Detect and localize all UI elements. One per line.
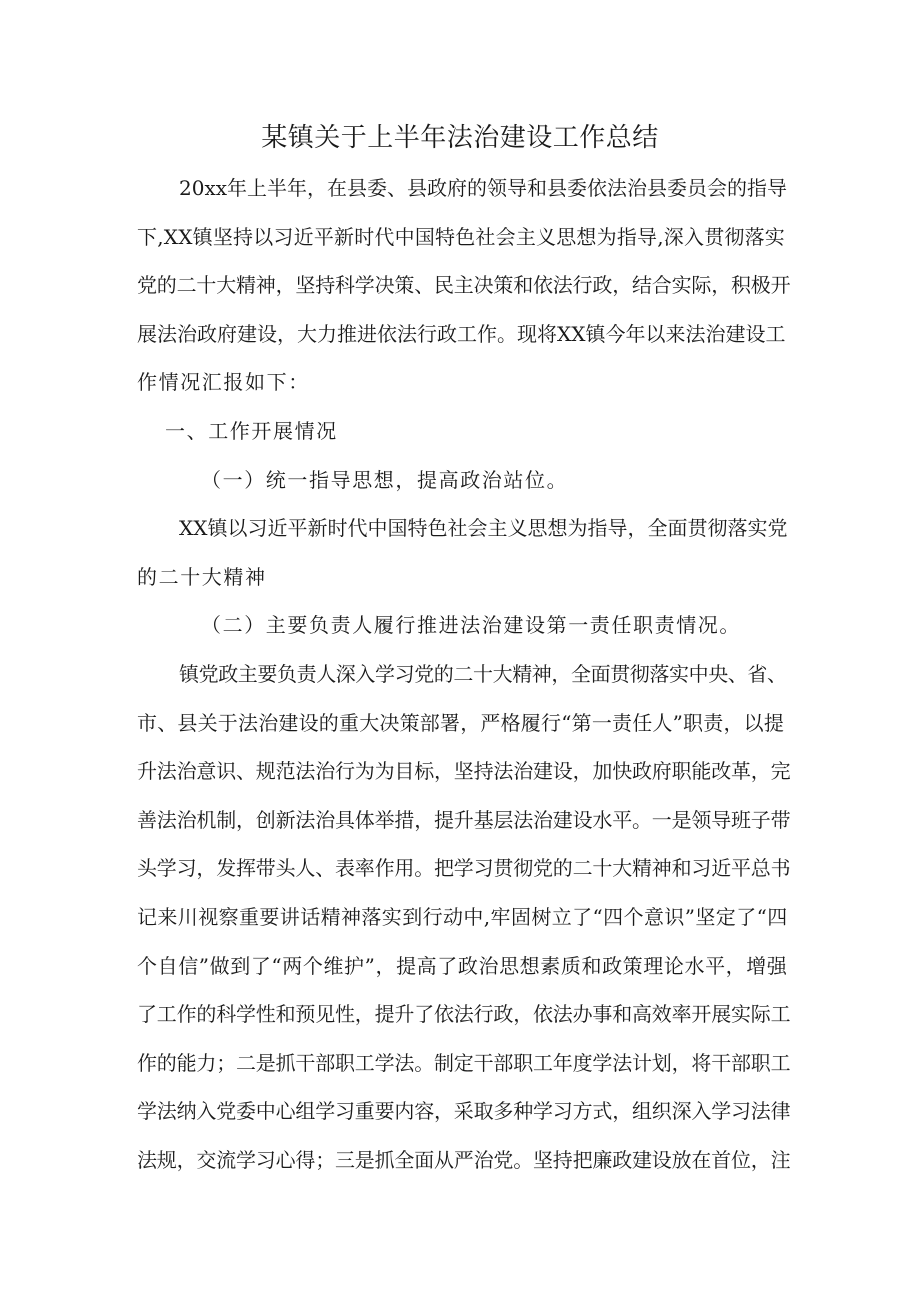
paragraph-line: 展法治政府建设，大力推进依法行政工作。现将XX镇今年以来法治建设工 — [137, 321, 786, 346]
paragraph-line: 镇党政主要负责人深入学习党的二十大精神，全面贯彻落实中央、省、 — [179, 661, 787, 686]
paragraph-line: 学法纳入党委中心组学习重要内容，采取多种学习方式，组织深入学习法律 — [137, 1099, 791, 1124]
paragraph-line: 升法治意识、规范法治行为为目标，坚持法治建设，加快政府职能改革，完 — [137, 759, 791, 784]
paragraph-line: XX镇以习近平新时代中国特色社会主义思想为指导，全面贯彻落实党 — [179, 516, 788, 541]
subsection-heading: （二）主要负责人履行推进法治建设第一责任职责情况。 — [201, 613, 741, 638]
paragraph-line: 下,XX镇坚持以习近平新时代中国特色社会主义思想为指导,深入贯彻落实 — [137, 224, 785, 249]
paragraph-line: 20xx年上半年，在县委、县政府的领导和县委依法治县委员会的指导 — [179, 176, 788, 200]
paragraph-line: 作的能力；二是抓干部职工学法。制定干部职工年度学法计划，将干部职工 — [137, 1050, 791, 1075]
paragraph-line: 记来川视察重要讲话精神落实到行动中,牢固树立了“四个意识”坚定了“四 — [137, 904, 788, 929]
paragraph-line: 法规，交流学习心得；三是抓全面从严治党。坚持把廉政建设放在首位，注 — [137, 1147, 791, 1172]
paragraph-line: 的二十大精神 — [137, 564, 267, 589]
document-title: 某镇关于上半年法治建设工作总结 — [261, 123, 659, 153]
paragraph-line: 头学习，发挥带头人、表率作用。把学习贯彻党的二十大精神和习近平总书 — [137, 856, 791, 881]
paragraph-line: 作情况汇报如下： — [137, 370, 310, 395]
paragraph-line: 善法治机制，创新法治具体举措，提升基层法治建设水平。一是领导班子带 — [137, 807, 791, 832]
section-heading: 一、工作开展情况 — [165, 418, 338, 443]
paragraph-line: 个自信”做到了“两个维护”，提高了政治思想素质和政策理论水平，增强 — [137, 953, 788, 978]
subsection-heading: （一）统一指导思想，提高政治站位。 — [201, 467, 569, 492]
paragraph-line: 市、县关于法治建设的重大决策部署，严格履行“第一责任人”职责，以提 — [137, 710, 785, 735]
paragraph-line: 了工作的科学性和预见性，提升了依法行政，依法办事和高效率开展实际工 — [137, 1002, 791, 1027]
paragraph-line: 党的二十大精神，坚持科学决策、民主决策和依法行政，结合实际，积极开 — [137, 273, 791, 298]
document-body — [137, 170, 789, 1190]
